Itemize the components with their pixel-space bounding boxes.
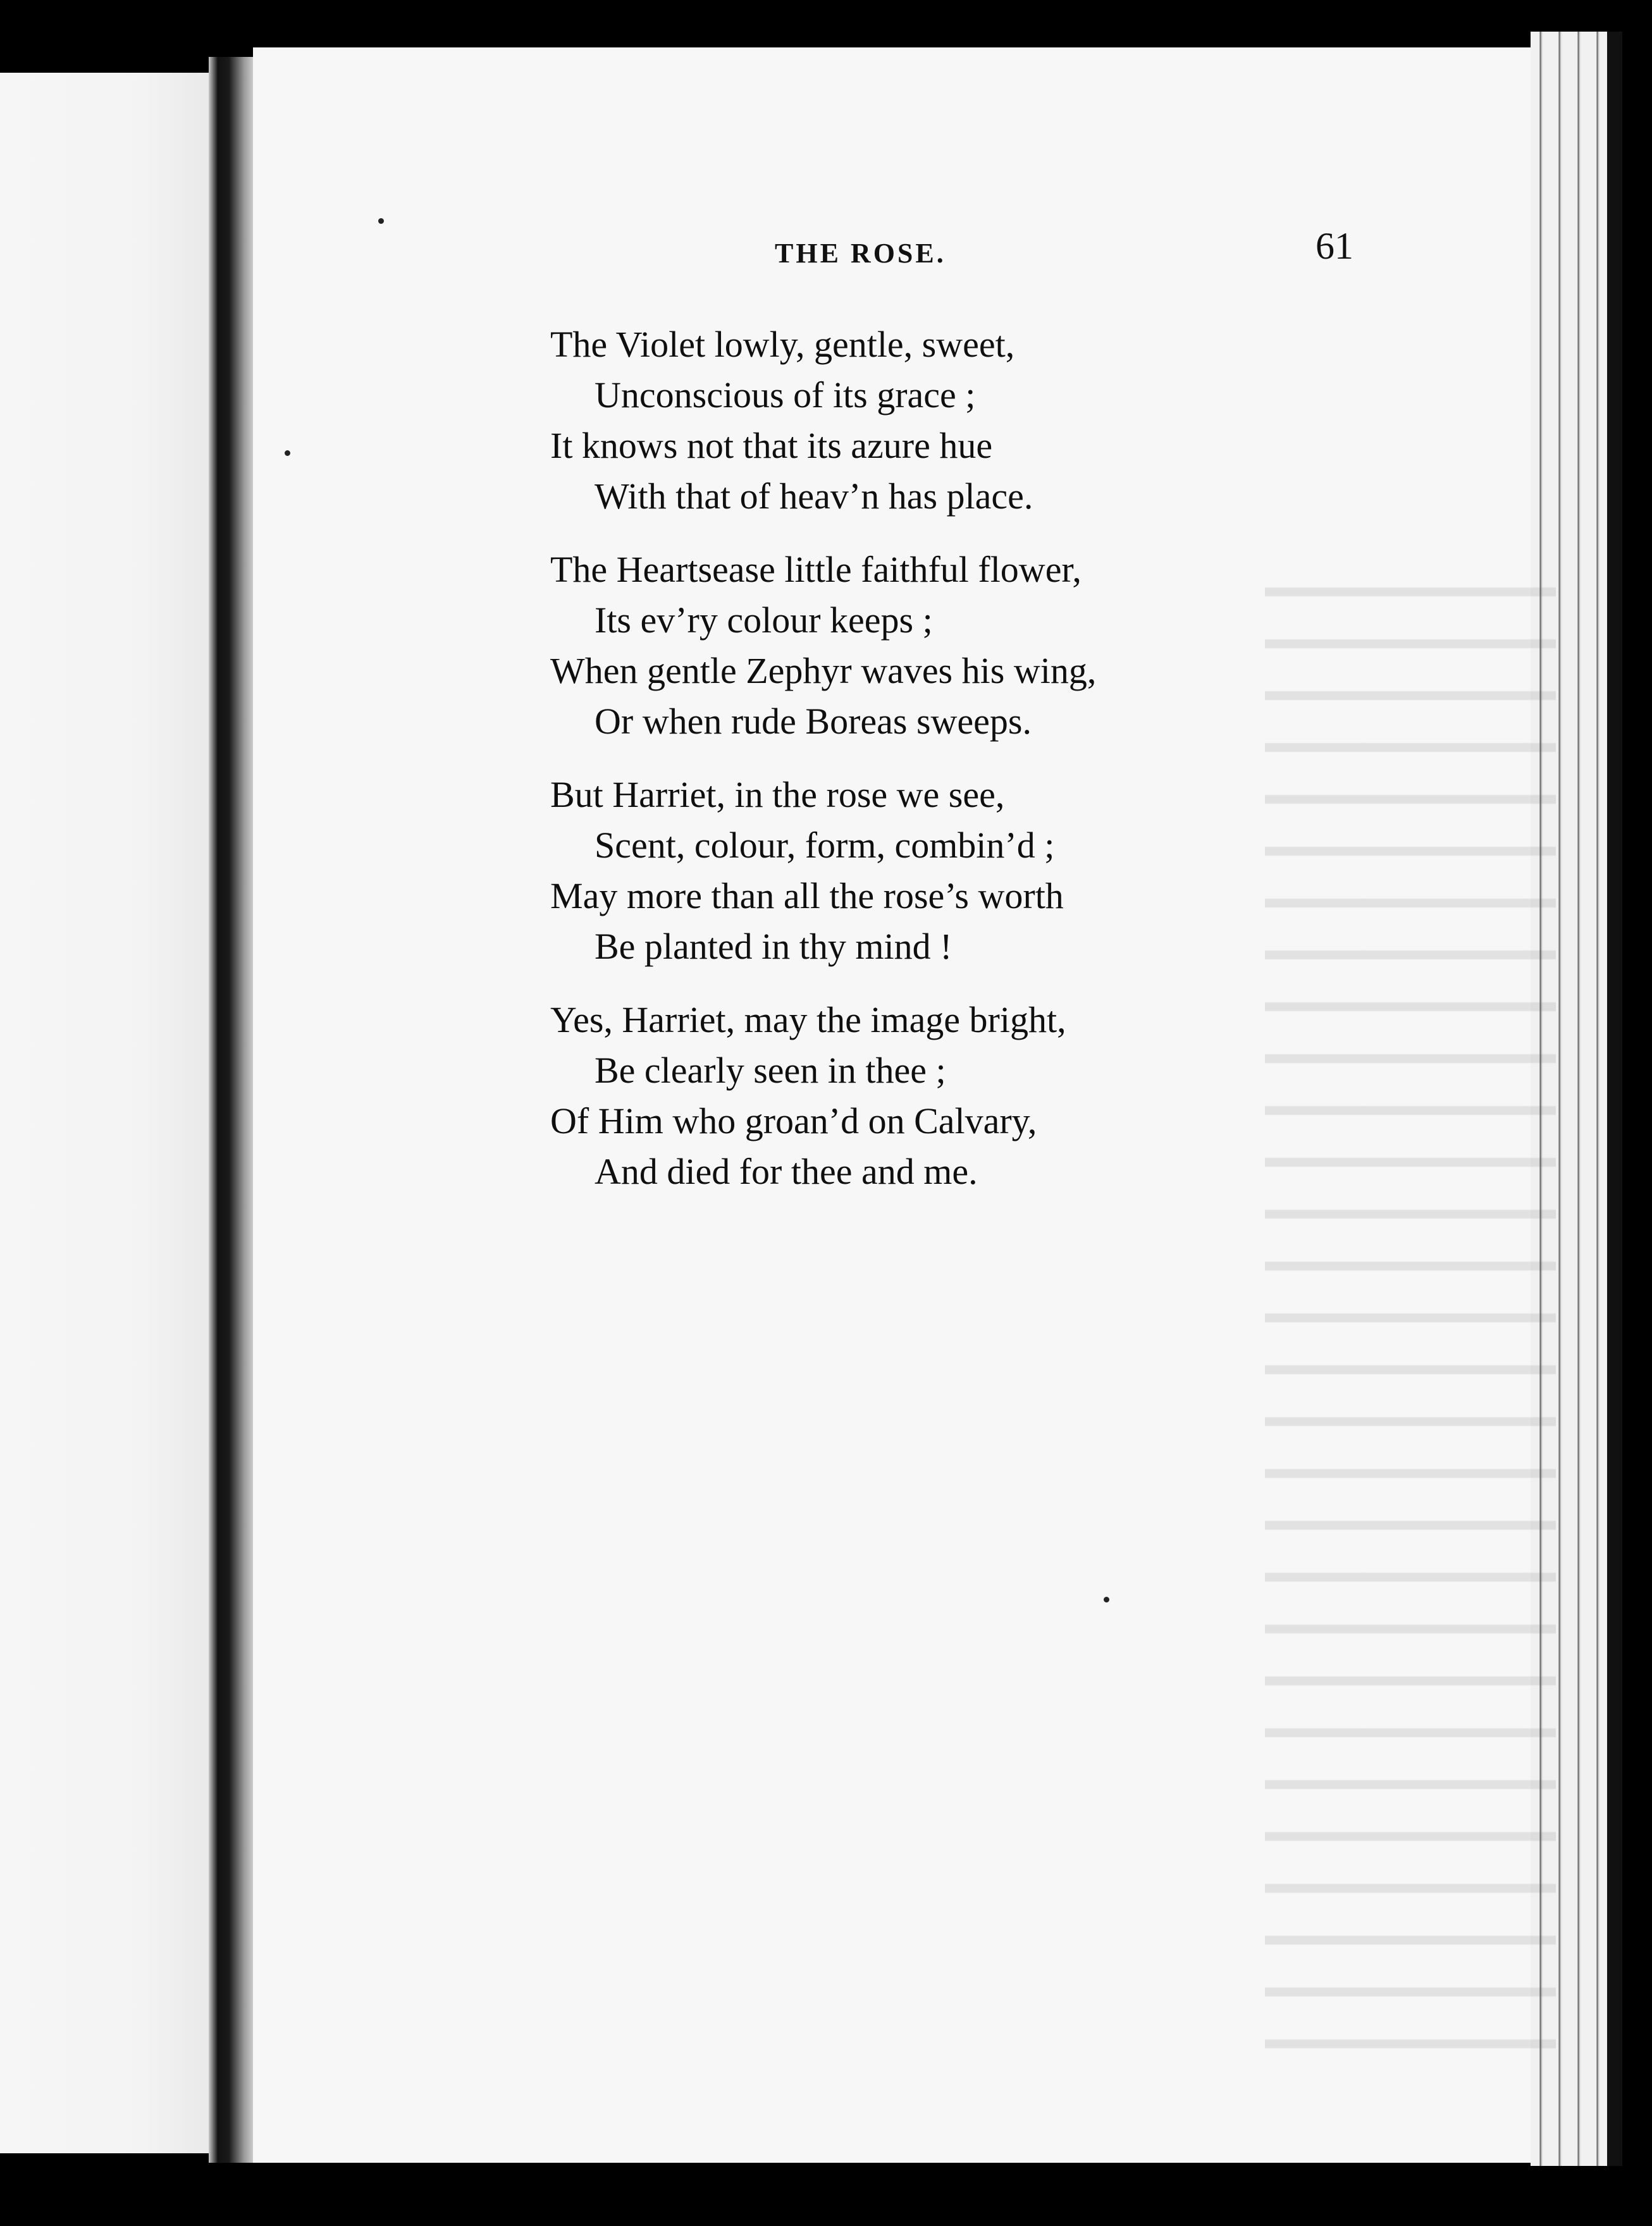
- ink-speck: [285, 450, 290, 456]
- stanza: [550, 544, 1309, 747]
- poem-line: The Heartsease little faithful flower,: [550, 549, 1082, 590]
- page-number: 61: [1316, 225, 1353, 267]
- poem-line: Its ev’ry colour keeps ;: [595, 600, 933, 641]
- poem: [550, 319, 1309, 1220]
- poem-line: May more than all the rose’s worth: [550, 875, 1064, 916]
- ink-speck: [378, 218, 384, 224]
- book-gutter: [209, 57, 259, 2163]
- stanza: [550, 319, 1309, 522]
- stanza: [550, 770, 1309, 972]
- poem-line: The Violet lowly, gentle, sweet,: [550, 324, 1015, 365]
- poem-line: Be planted in thy mind !: [595, 926, 952, 967]
- poem-line: Scent, colour, form, combin’d ;: [595, 825, 1055, 866]
- poem-line: Or when rude Boreas sweeps.: [595, 701, 1032, 742]
- stanza: [550, 995, 1309, 1197]
- poem-line: Unconscious of its grace ;: [595, 374, 976, 415]
- poem-line: It knows not that its azure hue: [550, 425, 993, 466]
- running-head: THE ROSE.: [775, 238, 946, 269]
- poem-line: With that of heav’n has place.: [595, 476, 1033, 517]
- poem-line: But Harriet, in the rose we see,: [550, 774, 1005, 815]
- poem-line: Of Him who groan’d on Calvary,: [550, 1100, 1037, 1141]
- poem-line: Be clearly seen in thee ;: [595, 1050, 946, 1091]
- poem-line: Yes, Harriet, may the image bright,: [550, 999, 1066, 1040]
- poem-line: When gentle Zephyr waves his wing,: [550, 650, 1097, 691]
- poem-line: And died for thee and me.: [595, 1151, 978, 1192]
- facing-page: [0, 73, 209, 2153]
- ink-speck: [1104, 1597, 1109, 1602]
